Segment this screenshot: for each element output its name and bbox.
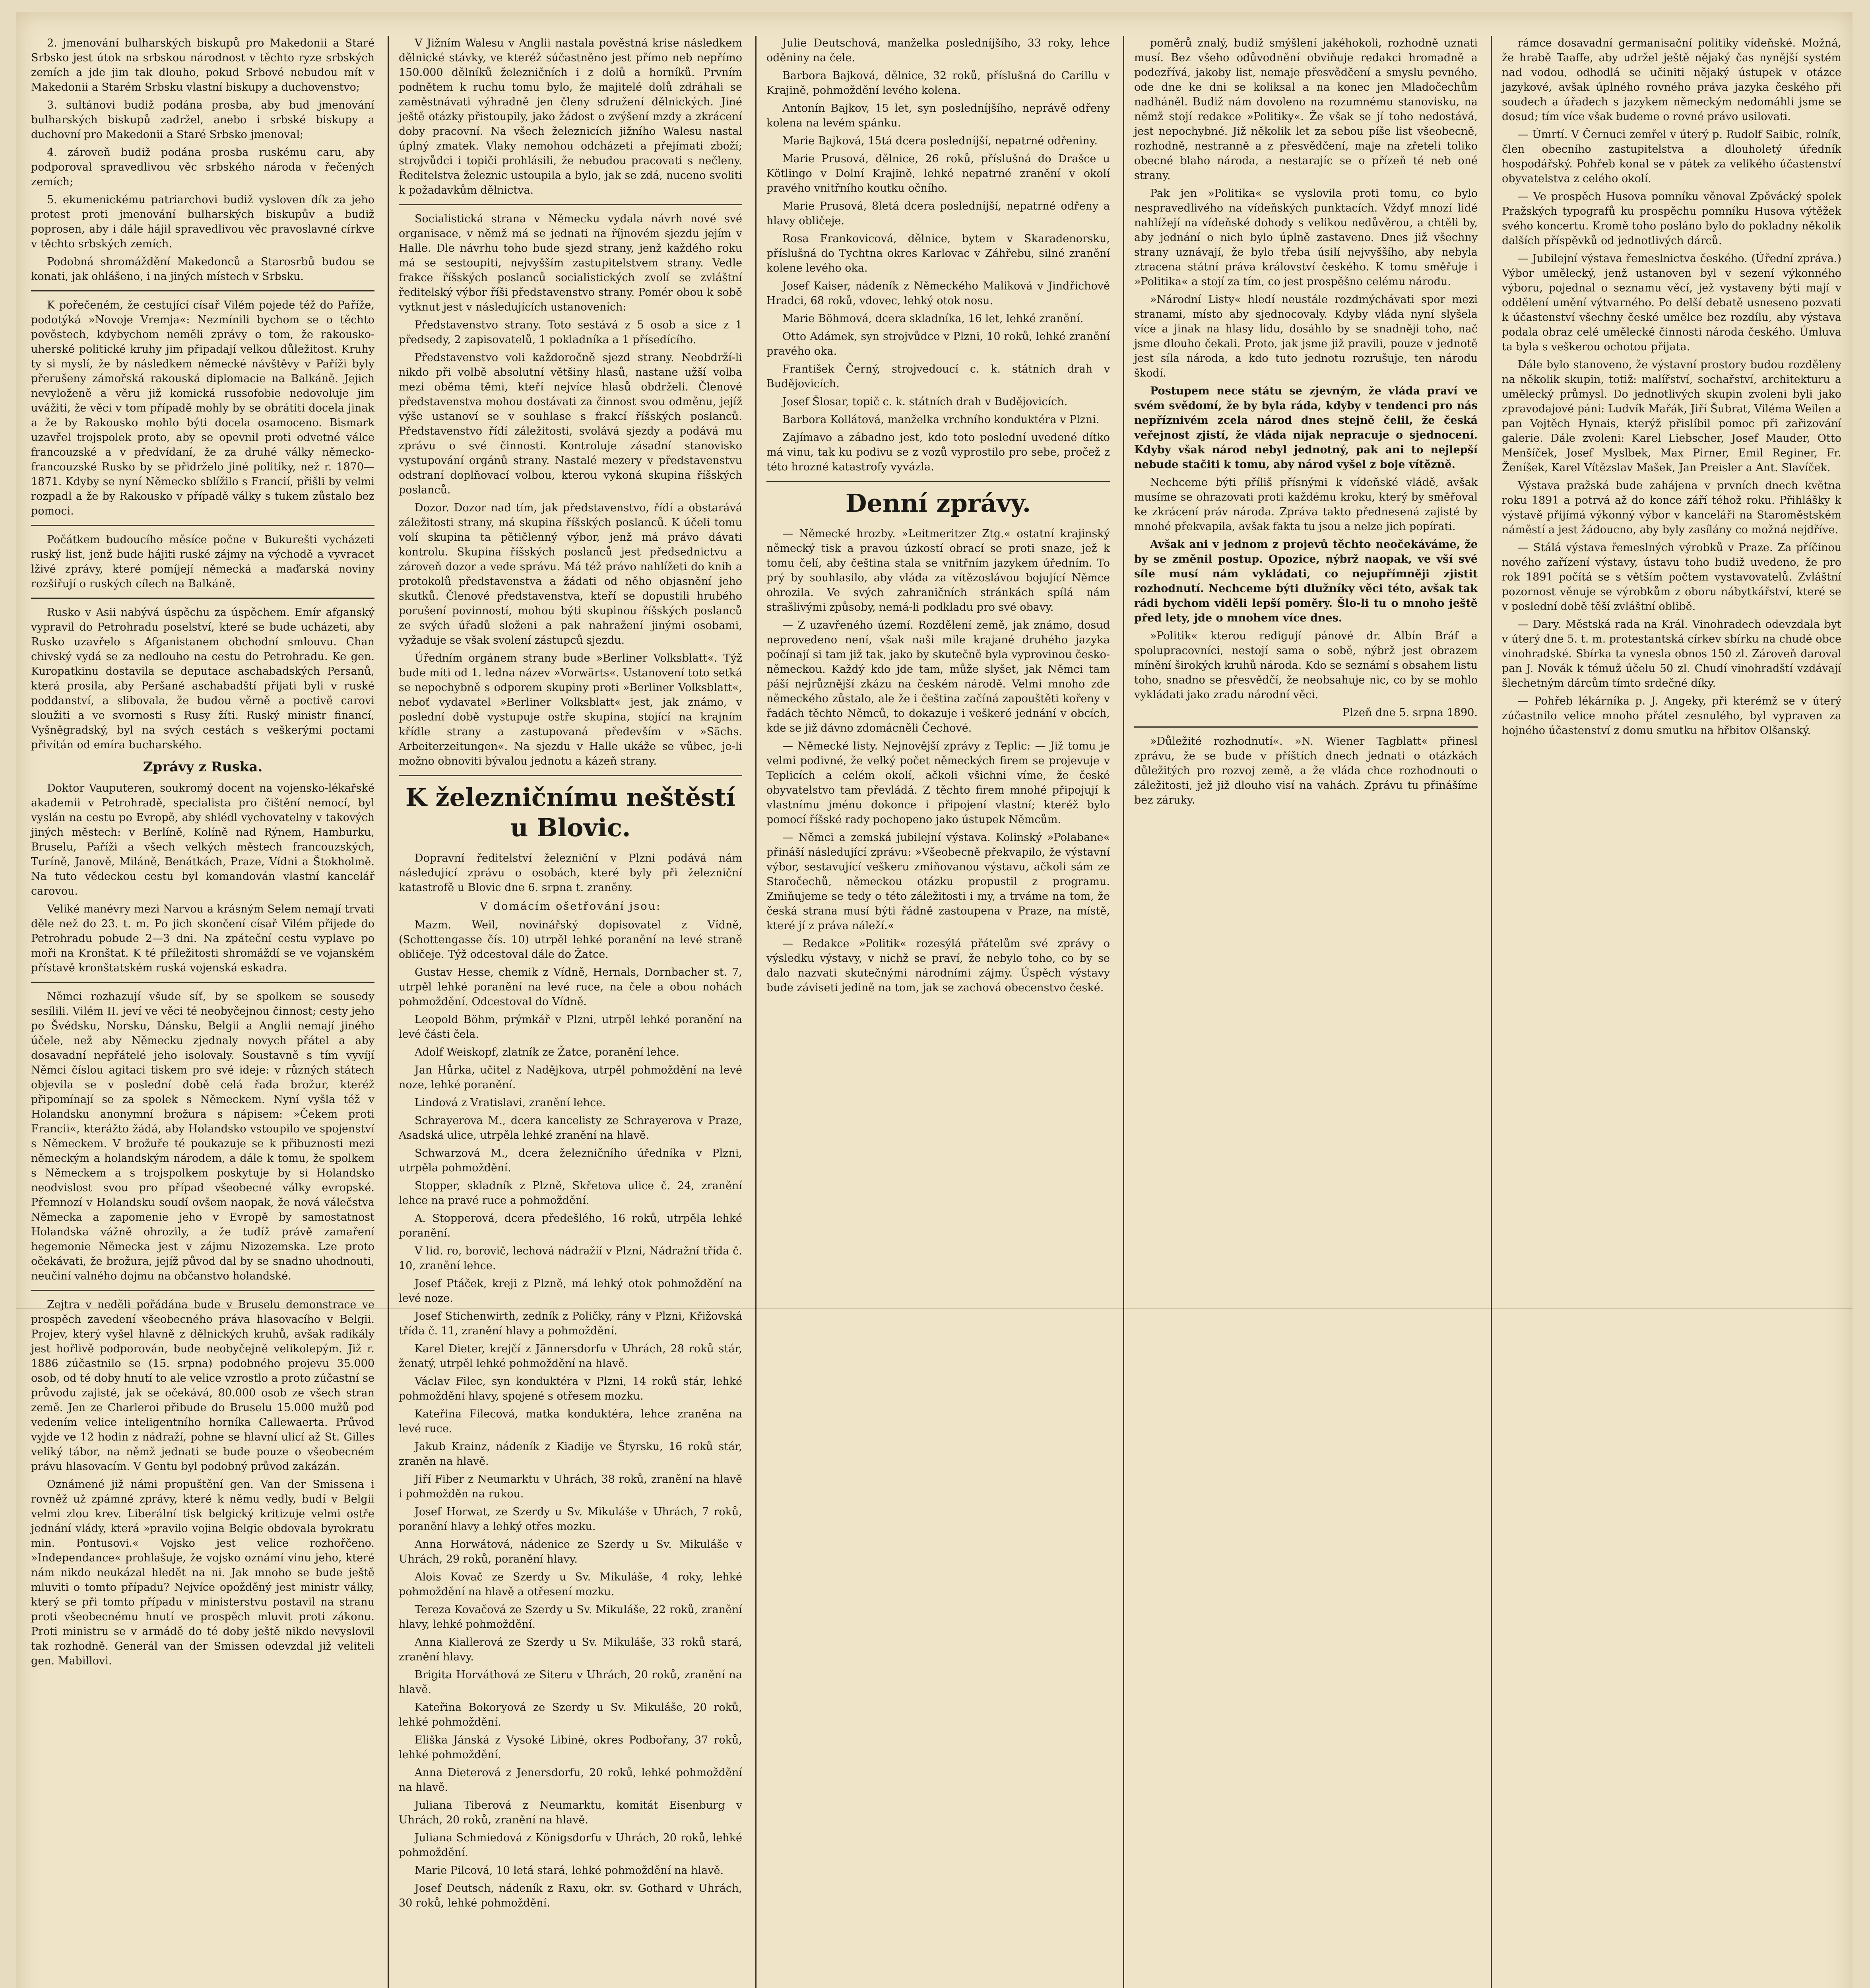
list-item: Karel Dieter, krejčí z Jännersdorfu v Uhrách, 28 roků stár, ženatý, utrpěl lehké pohmoždění na hlavě. bbox=[399, 1343, 742, 1370]
paragraph: V Jižním Walesu v Anglii nastala pověstná krise následkem dělnické stávky, ve kteréž súčastněno jest přímo neb nepřímo 150.000 dělníků železničních i z dolů a horníků. Prvním podnětem k ruchu tomu bylo, že majitelé dolů zdráhali se zaměstnávati výhradně jen členy sdružení dělnických. Jiné ještě otázky přistoupily, jako žádost o zvýšení mzdy a zkrácení doby pracovní. Na všech železnicích jižního Walesu nastal úplný zmatek. Vlaky nemohou odcházeti a přejímati zboží; strojvůdci i topiči prohlásili, že nebudou pracovati s nečleny. Ředitelstva železnic ustoupila a bylo, jak se zdá, nuceno svoliti k požadavkům dělnictva. bbox=[399, 37, 742, 196]
paragraph: — Dary. Městská rada na Král. Vinohradech odevzdala byt v úterý dne 5. t. m. protestantská církev sbírku na chudé obce vinohradské. Sbírka ta vynesla obnos 150 zl. Zároveň daroval pan J. Novák k témuž účelu 50 zl. Chudí vinohradští vzdávají šlechetným dárcům tímto srdečné díky. bbox=[1502, 618, 1841, 689]
list-item: Tereza Kovačová ze Szerdy u Sv. Mikuláše, 22 roků, zranění hlavy, lehké pohmoždění. bbox=[399, 1604, 742, 1631]
paragraph: — Pohřeb lékárníka p. J. Angeky, při kterémž se v úterý zúčastnilo velice mnoho přátel zesnulého, byl vypraven za hojného účastenství z domu smutku na hřbitov Olšanský. bbox=[1502, 695, 1841, 737]
list-item: Eliška Jánská z Vysoké Libiné, okres Podbořany, 37 roků, lehké pohmoždění. bbox=[399, 1734, 742, 1761]
paragraph: Podobná shromáždění Makedonců a Starosrbů budou se konati, jak ohlášeno, i na jiných místech v Srbsku. bbox=[31, 256, 374, 283]
newspaper-page bbox=[16, 12, 1853, 1988]
paragraph: K pořečeném, že cestující císař Vilém pojede též do Paříže, podotýká »Novoje Vremja«: Nezmínili bychom se o těchto pověstech, kdybychom neměli zprávy o tom, že rakousko-uherské politické kruhy jim připadají velkou důležitost. Kruhy ty si myslí, že by následkem německé návštěvy v Paříži byly přerušeny zámořská rakouská diplomacie na Balkáně. Jejich nevyloženě a věru již komická russofobie nedovoluje jim uvážiti, že věci v tom případě mohly by se obrátiti docela jinak a že by Rakousko mohlo býti docela osamoceno. Bismark uzavřel trojspolek proto, aby se opevnil proti odvetné válce francouzské a v předvídaní, že za druhé války německo-francouzské Rusko by se přidrželo jiné politiky, než r. 1870—1871. Kdyby se nyní Německo sblížilo s Francií, přišli by velmi rozpadl a že by Rakousko v případě války s tukem zůstalo bez pomoci. bbox=[31, 299, 374, 517]
paragraph: »Důležité rozhodnutí«. »N. Wiener Tagblatt« přinesl zprávu, že se bude v příštích dnech jednati o otázkách důležitých pro rozvoj země, a že vláda chce rozhodnouti o záležitosti, jež již dlouho visí na vahách. Zprávu tu přinášíme bez záruky. bbox=[1134, 735, 1478, 806]
divider bbox=[766, 481, 1110, 482]
list-item: František Černý, strojvedoucí c. k. státních drah v Budějovicích. bbox=[766, 363, 1110, 390]
list-item: Lindová z Vratislavi, zranění lehce. bbox=[415, 1097, 606, 1109]
section-heading: Zprávy z Ruska. bbox=[143, 759, 263, 775]
list-item: Anna Kiallerová ze Szerdy u Sv. Mikuláše, 33 roků stará, zranění hlavy. bbox=[399, 1636, 742, 1663]
column-3 bbox=[759, 36, 1117, 1988]
list-item: Marie Pilcová, 10 letá stará, lehké pohmoždění na hlavě. bbox=[415, 1864, 724, 1877]
paragraph: Němci rozhazují všude síť, by se spolkem se sousedy sesílili. Vilém II. jeví ve věci té neobyčejnou činnost; cesty jeho po Švédsku, Norsku, Dánsku, Belgii a Anglii nemají jiného účele, než aby Německu zjednaly novych přátel a aby dosavadní nepřátelé jeho isolovaly. Soustavně s tím vyvíjí Němci číslou agitaci tiskem pro své ideje: v různých státech objevila se v poslední době celá řada brožur, kteréž připomínají se za spolek s Německem. Nyní vyšla též v Holandsku anonymní brožura s nápisem: »Čekem proti Francii«, kterážto žádá, aby Holandsko vstoupilo ve spojenství s Německem. V brožuře té poukazuje se k přibuznosti mezi německým a holandským národem, a dále k tomu, že spolkem s Německem a s trojspolkem poskytuje by si Holandsko neodvislost svou pro případ všeobecné války evropské. Přemnozí v Holandsku soudí ovšem naopak, že nová válečstva Německa a zapomenie jeho v Evropě by samostatnost Holandska vážně ohrozily, a že tudíž právě zamaření hegemonie Německa jest v zájmu Nizozemska. Lze proto očekávati, že brožura, jejíž původ dal by se snadno uhodnouti, neučiní valného dojmu na občanstvo holandské. bbox=[31, 990, 374, 1282]
paragraph: »Národní Listy« hledí neustále rozdmýchávati spor mezi stranami, místo aby sjednocovaly. Kdyby vláda nyní slyšela více a jinak na hlasy lidu, dosáhlo by se snadněji toho, nač jsme dlouho čekali. Proto, jak jsme již pravili, pouze v jednotě jest síla národa, a kdo tuto jednotu rozrušuje, ten národu škodí. bbox=[1134, 293, 1478, 379]
paragraph: Pak jen »Politika« se vyslovila proti tomu, co bylo nespravedlivého na vídeňských punktacích. Vždyť mnozí lidé nahlížejí na vídeňské dohody s velikou nedůvěrou, a chtěli by, aby jednání o nich bylo úplně zastaveno. Dnes již všechny strany uznávají, že bylo třeba úsilí nejvyššího, aby nebyla ztracena státní práva království českého. K tomu směřuje i »Politika« a stojí za tím, co jest prospěšno celému národu. bbox=[1134, 187, 1478, 288]
list-item: Rosa Frankovicová, dělnice, bytem v Skaradenorsku, příslušná do Tychtna okres Karlovac v Záhřebu, silné zranění kolene levého oka. bbox=[766, 233, 1110, 274]
paragraph: Počátkem budoucího měsíce počne v Bukurešti vycházeti ruský list, jenž bude hájiti ruské zájmy na východě a vyvracet lživé zprávy, které pomíjejí německá a maďarská noviny rozšiřují o ruských cílech na Balkáně. bbox=[31, 534, 374, 590]
list-item: Leopold Böhm, prýmkář v Plzni, utrpěl lehké poranění na levé části čela. bbox=[399, 1013, 742, 1041]
paragraph: Dopravní ředitelství železniční v Plzni podává nám následující zprávu o osobách, které byly při železniční katastrofě u Blovic dne 6. srpna t. zraněny. bbox=[399, 852, 742, 894]
list-item: Mazm. Weil, novinářský dopisovatel z Vídně, (Schottengasse čís. 10) utrpěl lehké poranění na levé straně obličeje. Týž odcestoval dále do Žatce. bbox=[399, 919, 742, 961]
list-item: A. Stopperová, dcera předešlého, 16 roků, utrpěla lehké poranění. bbox=[399, 1212, 742, 1239]
list-item: Marie Bajková, 15tá dcera posledníjší, nepatrné odřeniny. bbox=[782, 135, 1098, 147]
list-item: Barbora Kollátová, manželka vrchního konduktéra v Plzni. bbox=[782, 414, 1100, 426]
list-item: Juliana Tiberová z Neumarktu, komitát Eisenburg v Uhrách, 20 roků, zranění na hlavě. bbox=[399, 1799, 742, 1826]
list-item: Marie Prusová, dělnice, 26 roků, příslušná do Drašce u Kötlingo v Dolní Krajině, lehké nepatrné zranění v okolí pravého vnitřního koutku očního. bbox=[766, 153, 1110, 194]
paragraph: Doktor Vauputeren, soukromý docent na vojensko-lékařské akademii v Petrohradě, specialista pro čištění nemocí, byl vyslán na cestu po Evropě, aby shlédl vychovatelny v takových jiných městech: v Berlíně, Kolíně nad Rýnem, Hamburku, Bruselu, Paříži a všech velkých městech francouzských, Turíně, Janově, Miláně, Benátkách, Praze, Vídni a Štokholmě. Na tuto vědeckou cestu byl komandován vlastní kancelář carovou. bbox=[31, 782, 374, 897]
subheading: V domácím ošetřování jsou: bbox=[479, 900, 661, 912]
paragraph: — Německé listy. Nejnovější zprávy z Teplic: — Již tomu je velmi podivné, že velký počet německých firem se projevuje v Teplicích a celém okolí, ačkoli všichni víme, že české obyvatelstvo tam převládá. Z těchto firem mnohé připojují k vlastnímu jménu dokonce i připojení vlastní; kteréž bylo pomocí říšské rady pochopeno jako ústupek Němcům. bbox=[766, 740, 1110, 826]
list-item: Marie Böhmová, dcera skladníka, 16 let, lehké zranění. bbox=[782, 313, 1084, 325]
list-item: Jan Hůrka, učitel z Nadějkova, utrpěl pohmoždění na levé noze, lehké poranění. bbox=[399, 1064, 742, 1091]
paragraph: — Úmrtí. V Černuci zemřel v úterý p. Rudolf Saibic, rolník, člen obecního zastupitelstva a dlouholetý úředník hospodářský. Pohřeb konal se v pátek za velikého účastenství obyvatelstva z celého okolí. bbox=[1502, 128, 1841, 185]
list-item: Anna Horwátová, nádenice ze Szerdy u Sv. Mikuláše v Uhrách, 29 roků, poranění hlavy. bbox=[399, 1538, 742, 1565]
divider bbox=[31, 525, 374, 526]
paragraph: — Ve prospěch Husova pomníku věnoval Zpěvácký spolek Pražských typografů ku prospěchu pomníku Husova výtěžek svého koncertu. Kromě toho posláno bylo do pokladny několik dalších příspěvků od jednotlivých dárců. bbox=[1502, 190, 1841, 247]
paragraph: Rusko v Asii nabývá úspěchu za úspěchem. Emír afganský vypravil do Petrohradu poselství, které se bude ucházeti, aby Rusko uzavřelo s Afganistanem obchodní smlouvu. Chan chivský vydá se za nedlouho na cestu do Petrohradu. Ke gen. Kuropatkinu dostavila se deputace aschabadských Persanů, která prosila, aby Peršané aschabadští přijati byli v ruské poddanství, a slibovala, že budou věrně a poctivě carovi sloužiti a ve svornosti s Rusy žíti. Ruský ministr financí, Vyšněgradský, byl na svých cestách s veškerými poctami přivítán od emíra bucharského. bbox=[31, 606, 374, 751]
paragraph: 4. zároveň budiž podána prosba ruskému caru, aby podporoval spravedlivou věc srbského národa v řečených zemích; bbox=[31, 146, 374, 188]
article-headline: K železničnímu neštěstí u Blovic. bbox=[405, 783, 736, 842]
divider bbox=[31, 1290, 374, 1291]
paragraph: poměrů znalý, budiž smýšlení jakéhokoli, rozhodně uznati musí. Bez všeho odůvodnění obviňuje redakci hromadně a podezřívá, jakoby list, nemaje přesvědčení a smyslu pevného, ode dne ke dni se koliksal a na konec jen Mladočechům nadháněl. Budiž nám dovoleno na rozumnému stanovisku, na němž stojí redakce »Politiky«. Že však se jí toho nedostává, jest nepochybné. Již několik let za sebou píše list všeobecně, rozhodně, nestranně a z přesvědčení, maje na zřeteli toliko obecné blaho národa, a nestarajíc se o přízeň té neb oné strany. bbox=[1134, 37, 1478, 182]
paragraph: Oznámené již námi propuštění gen. Van der Smissena i rovněž už zpámné zprávy, které k němu vedly, budí v Belgii velmi zlou krev. Liberální tisk belgický kritizuje velmi ostře jednání vlády, která »pravilo vojina Belgie obdovala byrokratu min. Pontusovi.« Vojsko jest velice rozhořčeno. »Independance« prohlašuje, že vojsko oznámí vinu jeho, které nám nikdo neukázal hledět na ni. Jak mnoho se bude ještě mluviti o tomto případu? Nejvíce opožděný jest ministr války, který se při tomto případu v ministerstvu postavil na stranu proti všeobecnému hnutí ve prospěch mluvit proti zákonu. Proti ministru se v armádě do té doby ještě nikdo nevyslovil tak rozhodně. Generál van der Smissen odevzdal již veliteli gen. Mabillovi. bbox=[31, 1478, 374, 1667]
divider bbox=[1134, 726, 1478, 728]
list-item: Zajímavo a zábadno jest, kdo toto poslední uvedené dítko má vinu, tak ku podivu se z vozů vyprostilo pro sebe, pročež z této hrozné katastrofy vyvázla. bbox=[766, 431, 1110, 473]
list-item: Otto Adámek, syn strojvůdce v Plzni, 10 roků, lehké zranění pravého oka. bbox=[766, 330, 1110, 357]
list-item: Julie Deutschová, manželka posledníjšího, 33 roky, lehce oděniny na čele. bbox=[766, 37, 1110, 64]
paragraph: — Jubilejní výstava řemeslnictva českého. (Úřední zpráva.) Výbor umělecký, jenž ustanoven byl v sezení výkonného výboru, pojednal o seznamu věcí, jež vystaveny býti mají v oddělení umění výtvarného. Po delší debatě usneseno pozvati k účastenství všechny české umělce bez rozdílu, aby výstava podala obraz celé umělecké činnosti národa českého. Úmluva ta byla s veškerou ochotou přijata. bbox=[1502, 252, 1841, 353]
casualty-list-continued bbox=[766, 36, 1110, 474]
list-item: Jiří Fiber z Neumarktu v Uhrách, 38 roků, zranění na hlavě i pohmožděn na rukou. bbox=[399, 1473, 742, 1500]
paragraph: Dále bylo stanoveno, že výstavní prostory budou rozděleny na několik skupin, totiž: malířství, sochařství, architekturu a umělecký průmysl. Do jednotlivých skupin zvoleni byli jako zpravodajové páni: Ludvík Mařák, Jiří Šubrat, Viléma Weilen a pan Vojtěch Hynais, kterýž přislíbil pomoc při zařizování galerie. Dále zvoleni: Karel Liebscher, Josef Mauder, Otto Menšíček, Josef Myslbek, Max Pirner, Emil Reginer, Fr. Ženíšek, Karel Vítězslav Mašek, Jan Preisler a Ant. Slavíček. bbox=[1502, 359, 1841, 474]
column-4 bbox=[1127, 36, 1485, 1988]
casualty-list bbox=[399, 918, 742, 1910]
paragraph: Zejtra v neděli pořádána bude v Bruselu demonstrace ve prospěch zavedení všeobecného práva hlasovacího v Belgii. Projev, který vyšel hlavně z dělnických kruhů, avšak radikály jest hořlivě podporován, bude neobyčejně velikolepým. Již r. 1886 zúčastnilo se (15. srpna) podobného projevu 35.000 osob, od té doby hnutí to ale velice vzrostlo a proto zúčastní se průvodu zajisté, jak se očekává, 80.000 osob ze všech stran země. Jen ze Charleroi přibude do Bruselu 15.000 mužů pod vedením velice inteligentního horníka Callewaerta. Průvod vyjde ve 12 hodin z nádraží, pohne se hlavní ulicí až St. Gilles veliký tábor, na němž jednati se bude pouze o všeobecném právu hlasovacím. V Gentu byl podobný průvod zakázán. bbox=[31, 1299, 374, 1473]
paragraph: »Politik« kterou redigují pánové dr. Albín Bráf a spolupracovníci, nestojí sama o sobě, nýbrž jest obrazem mínění širokých kruhů národa. Kdo se seznámí s obsahem listu toho, snadno se přesvědčí, že neobsahuje nic, co by se mohlo vykládati jako zradu národní věci. bbox=[1134, 630, 1478, 701]
paragraph: — Z uzavřeného území. Rozdělení země, jak známo, dosud neprovedeno není, však naši mile krajané druhého jazyka počínají si tam již tak, jako by skutečně byla vyprovinou česko-německou. Každý kdo jde tam, může slyšet, jak Němci tam páší nejrůznější zkázu na českém národě. Velmi mnoho zde německého zůstalo, ale že i čeština začíná zapouštěti kořeny v řadách těchto Němců, to dokazuje i veškeré jednání v obcích, kde se již dávno zdomácněli Čechové. bbox=[766, 619, 1110, 734]
list-item: Josef Horwat, ze Szerdy u Sv. Mikuláše v Uhrách, 7 roků, poranění hlavy a lehký otřes mozku. bbox=[399, 1506, 742, 1533]
list-item: Juliana Schmiedová z Königsdorfu v Uhrách, 20 roků, lehké pohmoždění. bbox=[399, 1832, 742, 1859]
paragraph: 3. sultánovi budiž podána prosba, aby bud jmenování bulharských biskupů zadržel, anebo i srbské biskupy a duchovní pro Makedonii a Staré Srbsko jmenoval; bbox=[31, 99, 374, 141]
paragraph: 2. jmenování bulharských biskupů pro Makedonii a Staré Srbsko jest útok na srbskou národnost v těchto ryze srbských zemích a jde jim tak dlouho, pokud Srbové nebudou mít v Makedonii a Starém Srbsku vlastní biskupy a duchovenstvo; bbox=[31, 37, 374, 93]
list-item: Anna Dieterová z Jenersdorfu, 20 roků, lehké pohmoždění na hlavě. bbox=[399, 1767, 742, 1794]
list-item: Josef Ptáček, kreji z Plzně, má lehký otok pohmoždění na levé noze. bbox=[399, 1277, 742, 1305]
paragraph: Avšak ani v jednom z projevů těchto neočekáváme, že by se změnil postup. Opozice, nýbrž naopak, ve vší své síle musí nám vykládati, co nejupřímněji zjistit rozhodnutí. Nechceme býti dlužníky věci této, avšak tak rádi bychom viděli lepší poměry. Šlo-li tu o mnoho ještě před lety, jde o mnohem více dnes. bbox=[1134, 538, 1478, 624]
list-item: Jakub Krainz, nádeník z Kiadije ve Štyrsku, 16 roků stár, zraněn na hlavě. bbox=[399, 1441, 742, 1468]
paragraph: Dozor. Dozor nad tím, jak představenstvo, řídí a obstarává záležitosti strany, má skupina říšských poslanců. K účeli tomu volí skupina ta pětičlenný výbor, jenž má právo dávati kontrolu. Skupina říšských poslanců jest předsednictvu a zároveň dozor a vede správu. Má též právo nahlížeti do knih a protokolů představenstva a žádati od něho objasnění jeho skutků. Členové představenstva, kteří se dopustili hrubého porušení povinností, mohou býti skupinou říšských poslanců ze svých úřadů složeni a pak nahražení jinými osobami, vyžaduje se však svolení zástupců sjezdu. bbox=[399, 502, 742, 646]
list-item: Alois Kovač ze Szerdy u Sv. Mikuláše, 4 roky, lehké pohmoždění na hlavě a otřesení mozku. bbox=[399, 1571, 742, 1598]
paragraph: Výstava pražská bude zahájena v prvních dnech května roku 1891 a potrvá až do konce září téhož roku. Přihlášky k výstavě přijímá výkonný výbor v kanceláři na Staroměstském náměstí a jest žádoucno, aby byly zasílány co možná nejdříve. bbox=[1502, 480, 1841, 536]
paragraph: 5. ekumenickému patriarchovi budiž vysloven dík za jeho protest proti jmenování bulharských biskupův a budiž poprosen, aby i dále hájil spravedlivou věc pravoslavné církve v těchto srbských zemích. bbox=[31, 194, 374, 250]
divider bbox=[399, 775, 742, 776]
list-item: Marie Prusová, 8letá dcera posledníjší, nepatrné odřeny a hlavy obličeje. bbox=[766, 200, 1110, 227]
paragraph: Představenstvo strany. Toto sestává z 5 osob a sice z 1 předsedy, 2 zapisovatelů, 1 pokladníka a 1 přísedícího. bbox=[399, 319, 742, 346]
paragraph: — Redakce »Politik« rozesýlá přátelům své zprávy o výsledku výstavy, v nichž se praví, že nebylo toho, co by se dalo nazvati skutečnými národními zájmy. Úspěch výstavy bude záviseti jedině na tom, jak se zachová obecenstvo české. bbox=[766, 938, 1110, 994]
list-item: Josef Deutsch, nádeník z Raxu, okr. sv. Gothard v Uhrách, 30 roků, lehké pohmoždění. bbox=[399, 1882, 742, 1909]
paragraph: rámce dosavadní germanisační politiky vídeňské. Možná, že hrabě Taaffe, aby udržel ještě nějaký čas nynější systém nad vodou, odhodlá se učiniti nějaký ústupek v otázce jazykové, avšak úplného rovného práva jazyka českého při soudech a úřadech s jazykem německým nedomáhli jsme se dosud; tím více však budeme o rovné právo usilovati. bbox=[1502, 37, 1841, 123]
divider bbox=[31, 290, 374, 291]
list-item: Stopper, skladník z Plzně, Skřetova ulice č. 24, zranění lehce na pravé ruce a pohmoždění. bbox=[399, 1180, 742, 1207]
column-rule bbox=[1491, 36, 1492, 1988]
list-item: Schwarzová M., dcera železničního úředníka v Plzni, utrpěla pohmoždění. bbox=[399, 1147, 742, 1174]
list-item: Gustav Hesse, chemik z Vídně, Hernals, Dornbacher st. 7, utrpěl lehké poranění na levé ruce, na čele a obou nohách pohmoždění. Odcestoval do Vídně. bbox=[399, 966, 742, 1008]
paragraph: Veliké manévry mezi Narvou a krásným Selem nemají trvati děle než do 23. t. m. Po jich skončení císař Vilém přijede do Petrohradu pobude 2—3 dni. Na zpáteční cestu vyplave po moři na Kronštat. K té příležitosti shromáždí se ve vojanském přístavě kronštatském ruská vojenská eskadra. bbox=[31, 903, 374, 974]
paragraph: Nechceme býti příliš přísnými k vídeňské vládě, avšak musíme se ohrazovati proti každému kroku, který by směřoval ke zkrácení práv národa. Zpráva takto přednesená zajisté by mnohé překvapila, avšak fakta tu jsou a nelze jich popírati. bbox=[1134, 476, 1478, 533]
list-item: Brigita Horváthová ze Siteru v Uhrách, 20 roků, zranění na hlavě. bbox=[399, 1669, 742, 1696]
paragraph: Socialistická strana v Německu vydala návrh nové své organisace, v němž má se jednati na říjnovém sjezdu jejím v Halle. Dle návrhu toho bude sjezd strany, jenž každého roku má se sestoupiti, nejvyšším zastupitelstvem strany. Vedle frakce říšských poslanců socialistických zvolí se zvláštní ředitelský výbor říši představenstvo strany. Pomér obou k sobě vytknut jest v následujících ustanoveních: bbox=[399, 213, 742, 313]
paragraph: Postupem nece státu se zjevným, že vláda praví ve svém svědomí, že by byla ráda, kdyby v tendenci pro nás nepříznivém zcela národ dnes stejně čelil, že česká veřejnost zjistí, že vláda nijak nepracuje o sjednocení. Kdyby však národ nebyl jednotný, pak ani to nejlepší nebude stačiti k tomu, aby národ vyšel z boje vítězně. bbox=[1134, 385, 1478, 471]
list-item: Antonín Bajkov, 15 let, syn posledníjšího, neprávě odřeny kolena na levém spánku. bbox=[766, 102, 1110, 129]
list-item: Kateřina Filecová, matka konduktéra, lehce zraněna na levé ruce. bbox=[399, 1408, 742, 1435]
column-2 bbox=[392, 36, 749, 1988]
section-headline: Denní zprávy. bbox=[845, 489, 1031, 518]
column-rule bbox=[1123, 36, 1124, 1988]
column-rule bbox=[388, 36, 389, 1988]
dateline: Plzeň dne 5. srpna 1890. bbox=[1342, 707, 1478, 719]
list-item: Barbora Bajková, dělnice, 32 roků, příslušná do Carillu v Krajině, pohmoždění levého kolena. bbox=[766, 70, 1110, 97]
list-item: Josef Stichenwirth, zedník z Poličky, rány v Plzni, Křižovská třída č. 11, zranění hlavy a pohmoždění. bbox=[399, 1310, 742, 1337]
list-item: Kateřina Bokoryová ze Szerdy u Sv. Mikuláše, 20 roků, lehké pohmoždění. bbox=[399, 1701, 742, 1728]
paragraph: — Německé hrozby. »Leitmeritzer Ztg.« ostatní krajinský německý tisk a pravou úzkostí obrací se proti snaze, jež k tomu čelí, aby čeština stala se vnitřním jazykem úředním. To prý by souhlasilo, aby vláda za vítězoslávou bojující Němce ohrozila. Ve svých zahraničních stránkách spílá nám strašlivými způsoby, nemá-li podkladu pro své obavy. bbox=[766, 528, 1110, 613]
list-item: Václav Filec, syn konduktéra v Plzni, 14 roků stár, lehké pohmoždění hlavy, spojené s otřesem mozku. bbox=[399, 1375, 742, 1402]
divider bbox=[31, 598, 374, 599]
paragraph: Úředním orgánem strany bude »Berliner Volksblatt«. Týž bude míti od 1. ledna název »Vorwärts«. Ustanovení toto setká se nepochybně s odporem skupiny proti »Berliner Volksblatt«, neboť vydavatel »Berliner Volksblatt« jest, jak známo, v poslední době vystupuje ostře skupina, stojící na krajním křídle strany a zastupovaná především v »Sächs. Arbeiterzeitungen«. Na sjezdu v Halle ukáže se vůbec, je-li možno obnoviti bývalou jednotu a kázeň strany. bbox=[399, 652, 742, 767]
divider bbox=[31, 982, 374, 983]
list-item: Josef Šlosar, topič c. k. státních drah v Budějovicích. bbox=[782, 396, 1068, 408]
list-item: Adolf Weiskopf, zlatník ze Žatce, poranění lehce. bbox=[415, 1046, 680, 1058]
column-5 bbox=[1495, 36, 1849, 1988]
list-item: Schrayerova M., dcera kancelisty ze Schrayerova v Praze, Asadská ulice, utrpěla lehké zranění na hlavě. bbox=[399, 1114, 742, 1142]
divider bbox=[399, 204, 742, 205]
list-item: V lid. ro, borovič, lechová nádražíí v Plzni, Nádražní třída č. 10, zranění lehce. bbox=[399, 1245, 742, 1272]
paragraph: — Stálá výstava řemeslných výrobků v Praze. Za příčinou nového zařízení výstavy, ústavu toho budiž uvedeno, že pro rok 1891 počítá se s větším počtem vystavovatelů. Zvláštní pozornost věnuje se výrobkům z oboru nábytkářství, které se v poslední době těší zvláštní oblibě. bbox=[1502, 542, 1841, 613]
paragraph: — Němci a zemská jubilejní výstava. Kolinský »Polabane« přináší následující zprávu: »Všeobecně překvapilo, že výstavní výbor, sestavující veškeru zmiňovanou výstavu, ačkoli sám ze Staročechů, německou otázku propustil z programu. Zmiňujeme se tedy o této záležitosti i my, a trváme na tom, že česká strana musí býti řádně zastoupena v Praze, na místě, které jí z práva náleží.« bbox=[766, 831, 1110, 932]
column-rule bbox=[755, 36, 757, 1988]
paragraph: Představenstvo voli každoročně sjezd strany. Neobdrží-li nikdo při volbě absolutní většiny hlasů, nastane užší volba mezi oběma těmi, kteří nejvíce hlasů obdrželi. Členové představenstva mohou dostávati za činnost svou odměnu, jejíž výše ustanoví se v souhlase s frakcí říšských poslanců. Představenstvo řídí záležitosti, svolává sjezdy a podává mu zprávu o své činnosti. Kontroluje zásadní stanovisko vystupování orgánů strany. Nastalé mezery v představenstvu odstraní doplňovací volbou, kterou vykoná skupina říšských poslanců. bbox=[399, 351, 742, 496]
column-1 bbox=[24, 36, 382, 1988]
list-item: Josef Kaiser, nádeník z Německého Maliková v Jindřichově Hradci, 68 roků, vdovec, lehký otok nosu. bbox=[766, 280, 1110, 307]
